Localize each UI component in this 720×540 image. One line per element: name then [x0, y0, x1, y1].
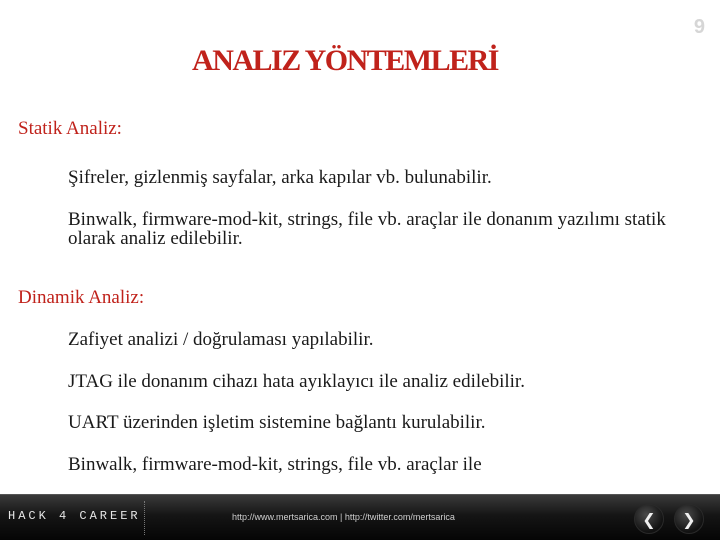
- footer-divider: [144, 501, 146, 535]
- bullet-dynamic-1: Zafiyet analizi / doğrulaması yapılabilir.: [68, 329, 374, 350]
- section-heading-static: Statik Analiz:: [18, 118, 122, 139]
- bullet-dynamic-2: JTAG ile donanım cihazı hata ayıklayıcı ile analiz edilebilir.: [68, 371, 525, 392]
- slide-number: 9: [693, 16, 706, 38]
- bullet-dynamic-3: UART üzerinden işletim sistemine bağlantı kurulabilir.: [68, 412, 486, 433]
- bullet-static-2: Binwalk, firmware-mod-kit, strings, file vb. araçlar ile donanım yazılımı statik olarak analiz edilebilir.: [68, 209, 666, 249]
- chevron-right-icon: ❯: [682, 509, 696, 529]
- footer-links[interactable]: http://www.mertsarica.com | http://twitter.com/mertsarica: [232, 512, 455, 522]
- footer-brand-logo: HACK 4 CAREER: [8, 509, 141, 523]
- bullet-static-1: Şifreler, gizlenmiş sayfalar, arka kapılar vb. bulunabilir.: [68, 167, 492, 188]
- footer-bar: [0, 494, 720, 540]
- prev-slide-button[interactable]: [634, 504, 664, 534]
- next-slide-button[interactable]: [674, 504, 704, 534]
- section-heading-dynamic: Dinamik Analiz:: [18, 287, 145, 308]
- chevron-left-icon: ❮: [642, 509, 656, 529]
- slide-title: ANALIZ YÖNTEMLERİ: [192, 44, 498, 77]
- bullet-dynamic-4: Binwalk, firmware-mod-kit, strings, file vb. araçlar ile: [68, 454, 482, 475]
